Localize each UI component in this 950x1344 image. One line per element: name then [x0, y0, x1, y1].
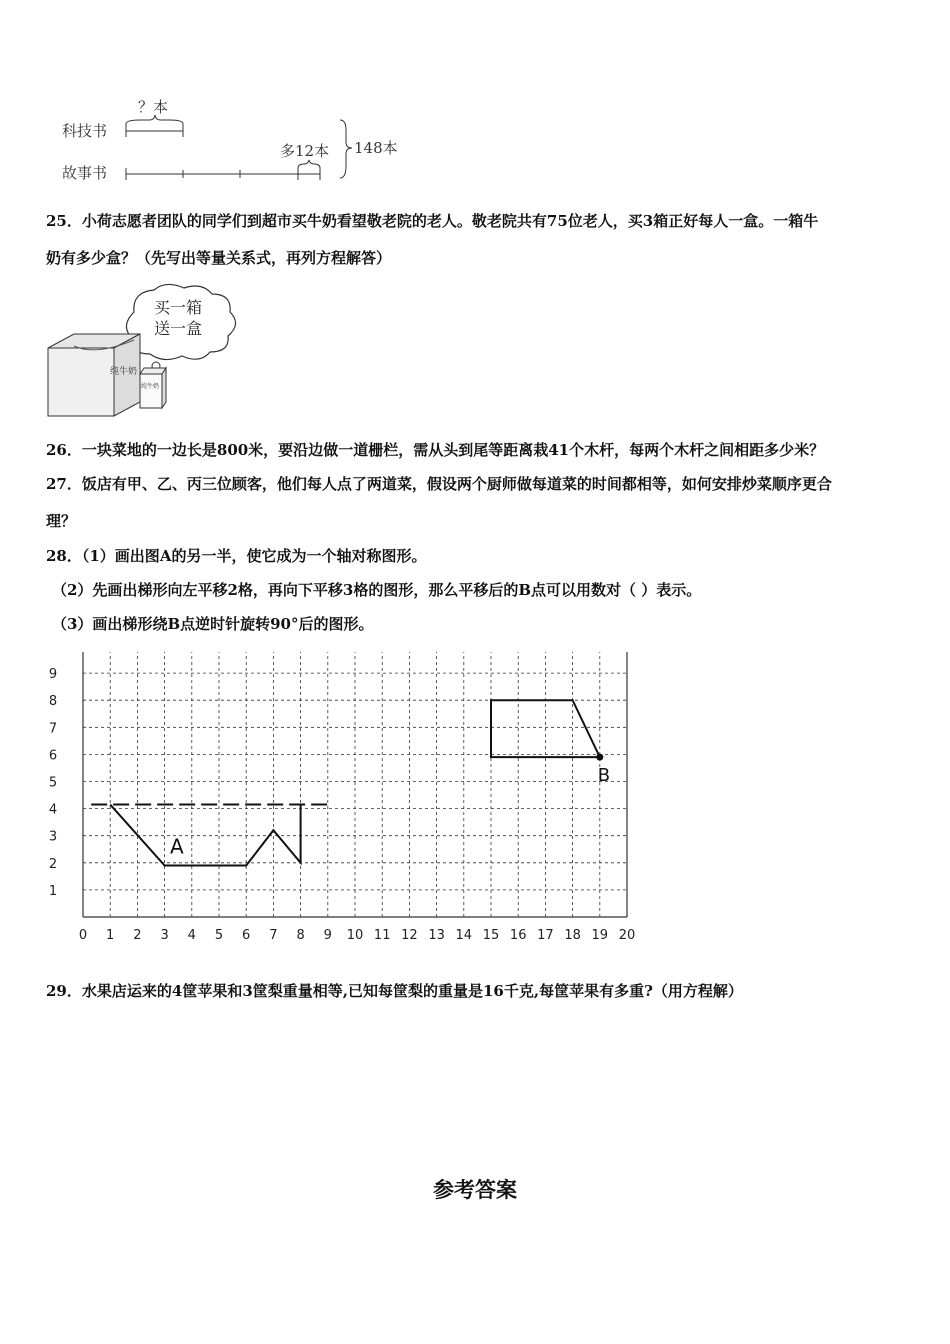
x-tick-label-0: 0	[78, 928, 88, 943]
segment-diagram	[50, 90, 420, 190]
x-tick-label-4: 4	[187, 928, 196, 943]
question-27-text-1: 饭店有甲、乙、丙三位顾客，他们每人点了两道菜，假设两个厨师做每道菜的时间都相等，如何安排炒菜顺序更合	[81, 475, 832, 493]
x-tick-label-9: 9	[323, 928, 332, 943]
question-29	[46, 981, 743, 1001]
grid-svg	[40, 652, 650, 952]
milk-box-front	[48, 348, 114, 416]
x-tick-label-5: 5	[214, 928, 224, 943]
segment-diagram-svg	[50, 90, 420, 190]
y-tick-label-6: 6	[48, 748, 58, 764]
shape-a-outline	[110, 805, 300, 866]
bubble-text-1: 买一箱	[154, 298, 203, 317]
x-tick-label-10: 10	[346, 928, 364, 943]
x-tick-label-17: 17	[537, 928, 554, 943]
milk-illustration	[44, 282, 244, 422]
x-tick-label-13: 13	[428, 928, 445, 943]
x-tick-label-20: 20	[618, 928, 636, 943]
segment-label-bottom: 故事书	[62, 164, 108, 182]
x-tick-label-1: 1	[106, 928, 115, 943]
shape-a-label: A	[170, 834, 184, 859]
question-27-number: 27．	[46, 475, 82, 493]
question-27-line1	[46, 474, 832, 494]
segment-extra-label: 多12本	[280, 142, 330, 160]
question-28-text-2: （2）先画出梯形向左平移2格，再向下平移3格的图形，那么平移后的B点可以用数对（ ）表示。	[52, 581, 702, 599]
y-tick-label-1: 1	[48, 883, 58, 899]
milk-illustration-svg	[44, 282, 244, 422]
x-tick-label-7: 7	[269, 928, 278, 943]
y-tick-label-8: 8	[48, 694, 58, 710]
question-28-part3	[52, 614, 374, 634]
y-tick-label-3: 3	[48, 829, 58, 845]
milk-carton	[140, 374, 162, 408]
segment-total-label: 148本	[354, 139, 398, 157]
answers-title: 参考答案	[433, 1178, 517, 1202]
x-tick-label-12: 12	[401, 928, 418, 943]
question-28-text-1: （1）画出图A的另一半，使它成为一个轴对称图形。	[81, 547, 427, 565]
x-tick-label-2: 2	[133, 928, 142, 943]
segment-unknown-label: ？本	[138, 98, 169, 116]
point-b-dot	[596, 754, 603, 761]
y-tick-label-5: 5	[48, 775, 58, 791]
question-25-line2	[46, 248, 391, 268]
x-tick-label-6: 6	[242, 928, 251, 943]
milk-carton-side	[162, 368, 166, 408]
question-26	[46, 440, 824, 460]
question-27-text-2: 理？	[46, 512, 77, 530]
x-tick-label-19: 19	[591, 928, 609, 943]
segment-bottom-brace	[298, 160, 320, 168]
question-25-text-1: 小荷志愿者团队的同学们到超市买牛奶看望敬老院的老人。敬老院共有75位老人，买3箱正好每人一盒。一箱牛	[81, 212, 819, 230]
milk-carton-label: 纯牛奶	[141, 383, 160, 390]
x-tick-label-14: 14	[455, 928, 473, 943]
x-tick-label-3: 3	[160, 928, 169, 943]
question-26-text: 一块菜地的一边长是800米，要沿边做一道栅栏，需从头到尾等距离栽41个木杆，每两个木杆之间相距多少米？	[81, 441, 825, 459]
y-tick-label-4: 4	[48, 802, 58, 818]
y-tick-label-9: 9	[48, 667, 58, 683]
bubble-text-2: 送一盒	[154, 319, 203, 338]
question-28-text-3: （3）画出梯形绕B点逆时针旋转90°后的图形。	[52, 615, 374, 633]
question-25-text-2: 奶有多少盒？（先写出等量关系式，再列方程解答）	[46, 249, 392, 267]
segment-top-brace	[126, 115, 183, 124]
x-tick-label-11: 11	[373, 928, 391, 943]
question-29-number: 29．	[46, 982, 82, 1000]
question-28-number: 28．	[46, 547, 82, 565]
x-tick-label-16: 16	[509, 928, 527, 943]
question-25-number: 25．	[46, 212, 82, 230]
y-tick-label-7: 7	[48, 721, 58, 737]
milk-box-label: 纯牛奶	[110, 367, 138, 377]
grid-figure	[40, 652, 650, 952]
x-tick-label-18: 18	[564, 928, 581, 943]
x-tick-label-8: 8	[296, 928, 305, 943]
point-b-label: B	[597, 765, 611, 787]
x-tick-label-15: 15	[482, 928, 500, 943]
y-tick-label-2: 2	[48, 856, 58, 872]
segment-total-brace	[340, 120, 352, 178]
question-28-part1	[46, 546, 426, 566]
question-26-number: 26．	[46, 441, 82, 459]
segment-label-top: 科技书	[62, 122, 108, 140]
question-27-line2	[46, 511, 76, 531]
question-29-text: 水果店运来的4筐苹果和3筐梨重量相等,已知每筐梨的重量是16千克,每筐苹果有多重?（用方程解）	[81, 982, 743, 1000]
question-25-line1	[46, 211, 818, 231]
question-28-part2	[52, 580, 701, 600]
